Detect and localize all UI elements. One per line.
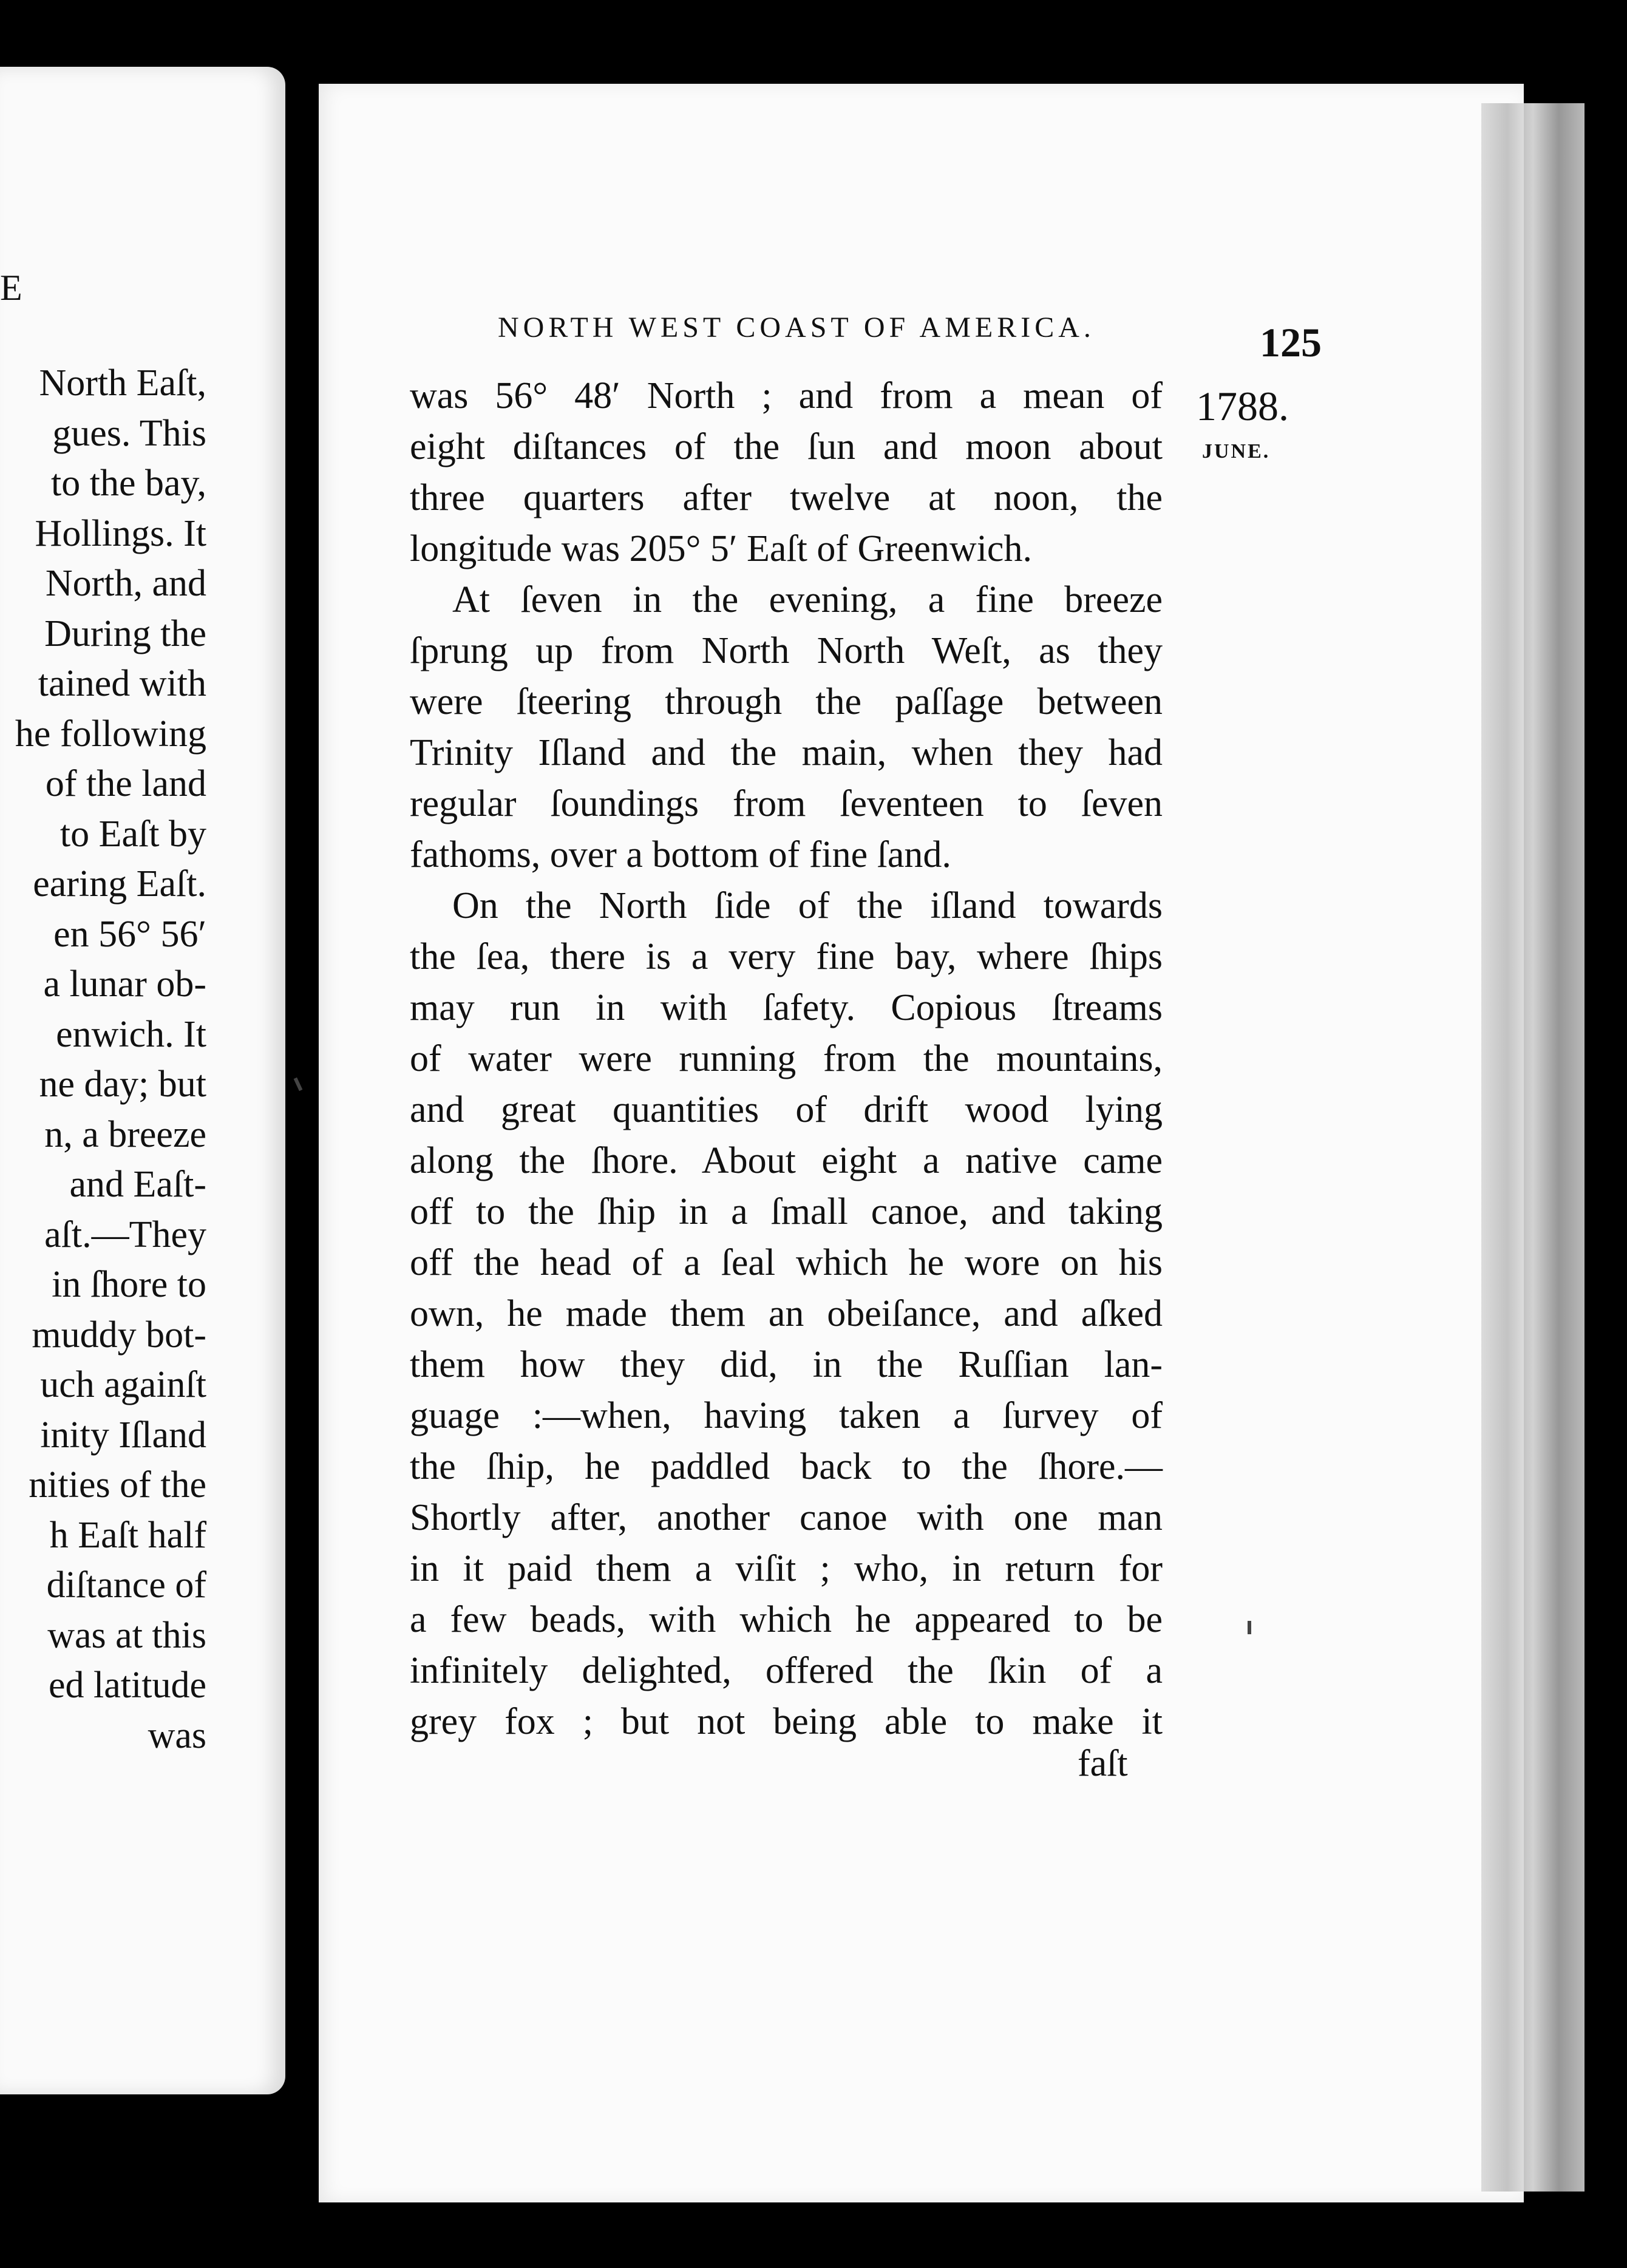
text-line: grey fox ; but not being able to make it: [410, 1701, 1163, 1742]
text-line: nities of the: [29, 1464, 206, 1506]
text-line: muddy bot-: [32, 1314, 206, 1356]
text-line: uch againſt: [40, 1364, 206, 1405]
margin-note-year: 1788.: [1196, 383, 1289, 429]
margin-note-month: JUNE.: [1202, 440, 1271, 463]
text-line: own, he made them an obeiſance, and aſked: [410, 1293, 1163, 1334]
text-line: diſtance of: [46, 1564, 206, 1606]
text-line: inity Iſland: [40, 1414, 206, 1456]
text-line: were ſteering through the paſſage between: [410, 681, 1163, 722]
text-line: was 56° 48′ North ; and from a mean of: [410, 375, 1163, 416]
text-line: them how they did, in the Ruſſian lan-: [410, 1344, 1163, 1385]
text-line: enwich. It: [56, 1013, 206, 1055]
text-line: to Eaſt by: [59, 813, 206, 855]
text-line: Shortly after, another canoe with one man: [410, 1497, 1163, 1538]
text-line: During the: [44, 613, 206, 654]
text-line: along the ſhore. About eight a native came: [410, 1140, 1163, 1181]
text-line: On the North ſide of the iſland towards: [452, 885, 1163, 926]
text-line: and great quantities of drift wood lying: [410, 1089, 1163, 1130]
text-line: ne day; but: [39, 1064, 206, 1105]
running-header: NORTH WEST COAST OF AMERICA.: [498, 311, 1095, 344]
text-line: ed latitude: [49, 1665, 206, 1706]
text-line: North Eaſt,: [39, 362, 206, 404]
text-line: may run in with ſafety. Copious ſtreams: [410, 987, 1163, 1028]
text-line: three quarters after twelve at noon, the: [410, 477, 1163, 518]
text-line: en 56° 56′: [53, 913, 206, 955]
text-line: fathoms, over a bottom of fine ſand.: [410, 834, 951, 875]
text-line: off to the ſhip in a ſmall canoe, and taking: [410, 1191, 1163, 1232]
text-line: was: [148, 1714, 206, 1756]
text-line: he following: [15, 713, 206, 755]
text-line: longitude was 205° 5′ Eaſt of Greenwich.: [410, 528, 1032, 569]
text-line: aſt.—They: [44, 1214, 206, 1255]
text-line: h Eaſt half: [49, 1514, 206, 1556]
text-line: n, a breeze: [44, 1113, 206, 1155]
text-line: and Eaſt-: [69, 1164, 206, 1205]
text-line: of water were running from the mountains,: [410, 1038, 1163, 1079]
text-line: North, and: [45, 563, 206, 604]
catchword: faſt: [1078, 1743, 1128, 1784]
page-edge: [1481, 103, 1585, 2192]
text-line: a lunar ob-: [43, 963, 206, 1005]
text-line: of the land: [45, 763, 206, 804]
scan-speck: [1248, 1621, 1251, 1634]
text-line: in ſhore to: [52, 1264, 206, 1305]
text-line: the ſhip, he paddled back to the ſhore.—: [410, 1446, 1163, 1487]
text-line: regular ſoundings from ſeventeen to ſeven: [410, 783, 1163, 824]
text-line: a few beads, with which he appeared to be: [410, 1599, 1163, 1640]
left-page: [0, 67, 285, 2094]
body-text: [410, 370, 1163, 1747]
left-page-corner-mark: E: [0, 268, 22, 308]
text-line: eight diſtances of the ſun and moon about: [410, 426, 1163, 467]
text-line: the ſea, there is a very fine bay, where ſhips: [410, 936, 1163, 977]
text-line: to the bay,: [51, 463, 206, 504]
text-line: in it paid them a viſit ; who, in return for: [410, 1548, 1163, 1589]
text-line: earing Eaſt.: [33, 863, 206, 905]
text-line: gues. This: [52, 412, 206, 454]
left-page-text: [15, 358, 206, 1760]
text-line: ſprung up from North North Weſt, as they: [410, 630, 1163, 671]
text-line: guage :—when, having taken a ſurvey of: [410, 1395, 1163, 1436]
text-line: At ſeven in the evening, a fine breeze: [452, 579, 1163, 620]
text-line: was at this: [47, 1614, 206, 1656]
text-line: Trinity Iſland and the main, when they had: [410, 732, 1163, 773]
text-line: off the head of a ſeal which he wore on his: [410, 1242, 1163, 1283]
scan-speck: [294, 1078, 303, 1091]
text-line: infinitely delighted, offered the ſkin of a: [410, 1650, 1163, 1691]
page-number: 125: [1260, 319, 1322, 365]
text-line: Hollings. It: [35, 512, 206, 554]
text-line: tained with: [38, 663, 206, 704]
